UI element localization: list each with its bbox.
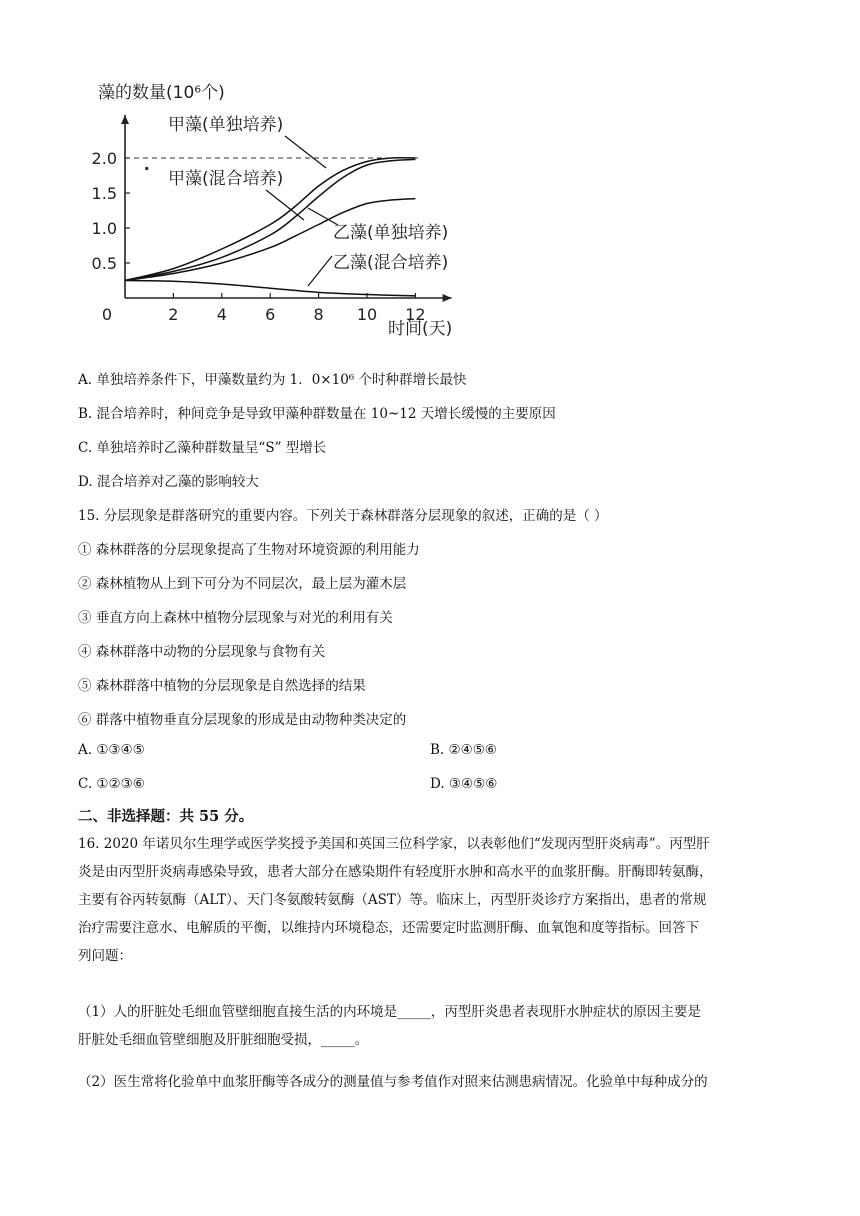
y-tick-label: 2.0 [91,149,117,168]
x-tick-label: 4 [216,305,227,324]
q15-option-b[interactable]: B. ②④⑤⑥ [430,742,497,758]
series-leader-2 [266,190,304,220]
y-tick-label: 1.0 [91,219,117,238]
q16-sub1-line-2: 肝脏处毛细血管壁细胞及肝脏细胞受损，_____。 [78,1032,369,1048]
x-axis-label: 时间(天) [388,319,453,339]
q15-option-a[interactable]: A. ①③④⑤ [78,742,145,758]
y-axis-label: 藻的数量(10⁶个) [98,83,225,103]
x-tick-label: 0 [101,305,113,324]
x-tick-label: 2 [168,305,179,324]
q16-sub1-line-1: （1）人的肝脏处毛细血管壁细胞直接生活的内环境是_____，丙型肝炎患者表现肝水肿症状的原因主要是 [78,1004,701,1020]
q15-option-c[interactable]: C. ①②③⑥ [78,776,145,792]
q16-stem [78,830,784,970]
q14-option-b[interactable]: B. 混合培养时，种间竞争是导致甲藻种群数量在 10~12 天增长缓慢的主要原因 [78,406,556,422]
q14-option-a[interactable]: A. 单独培养条件下，甲藻数量约为 1．0×10⁶ 个时种群增长最快 [78,372,467,388]
q15-item-5: ⑤ 森林群落中植物的分层现象是自然选择的结果 [78,678,366,694]
x-tick-label: 6 [265,305,276,324]
q16-sub2 [78,1068,784,1096]
q15-item-4: ④ 森林群落中动物的分层现象与食物有关 [78,644,326,660]
q16-line-3: 主要有谷丙转氨酶（ALT）、天门冬氨酸转氨酶（AST）等。临床上，丙型肝炎诊疗方案指出，患者的常规 [78,892,707,908]
q16-sub2-line-1: （2）医生常将化验单中血浆肝酶等各成分的测量值与参考值作对照来估测患病情况。化验单中每种成分的 [78,1074,708,1090]
q16-sub1 [78,998,784,1054]
q16-line-5: 列问题： [78,948,132,964]
series-label-2: 甲藻(混合培养) [168,169,284,189]
q15-item-3: ③ 垂直方向上森林中植物分层现象与对光的利用有关 [78,610,393,626]
x-tick-label: 12 [405,305,426,324]
q15-item-6: ⑥ 群落中植物垂直分层现象的形成是由动物种类决定的 [78,712,407,728]
series-label-4: 乙藻(混合培养) [333,253,449,273]
q15-stem: 15. 分层现象是群落研究的重要内容。下列关于森林群落分层现象的叙述，正确的是（ ） [78,508,608,524]
q16-line-4: 治疗需要注意水、电解质的平衡，以维持内环境稳态，还需要定时监测肝酶、血氧饱和度等指标。回答下 [78,920,699,936]
x-tick-label: 10 [356,305,378,324]
x-axis-arrow [443,294,452,302]
series-leader-1 [285,136,326,168]
q15-item-2: ② 森林植物从上到下可分为不同层次，最上层为灌木层 [78,576,407,592]
series-label-1: 甲藻(单独培养) [168,115,284,135]
q16-line-2: 炎是由丙型肝炎病毒感染导致，患者大部分在感染期件有轻度肝水肿和高水平的血浆肝酶。肝酶即转氨酶， [78,864,713,880]
q16-line-1: 16. 2020 年诺贝尔生理学或医学奖授予美国和英国三位科学家，以表彰他们“发现丙型肝炎病毒”。丙型肝 [78,836,710,852]
y-tick-label: 0.5 [91,254,117,273]
x-tick-label: 8 [313,305,324,324]
q15-item-1: ① 森林群落的分层现象提高了生物对环境资源的利用能力 [78,542,420,558]
q15-option-d[interactable]: D. ③④⑤⑥ [430,776,498,792]
chart-svg [70,70,490,350]
section-heading: 二、非选择题：共 55 分。 [78,808,254,825]
series-leader-4 [308,256,332,286]
y-tick-label: 1.5 [91,184,117,203]
marker-dot [145,167,148,170]
q14-option-d[interactable]: D. 混合培养对乙藻的影响较大 [78,474,259,490]
q14-option-c[interactable]: C. 单独培养时乙藻种群数量呈“S” 型增长 [78,440,327,456]
algae-growth-chart [70,70,490,350]
y-axis-arrow [121,115,129,124]
series-label-3: 乙藻(单独培养) [333,223,449,243]
